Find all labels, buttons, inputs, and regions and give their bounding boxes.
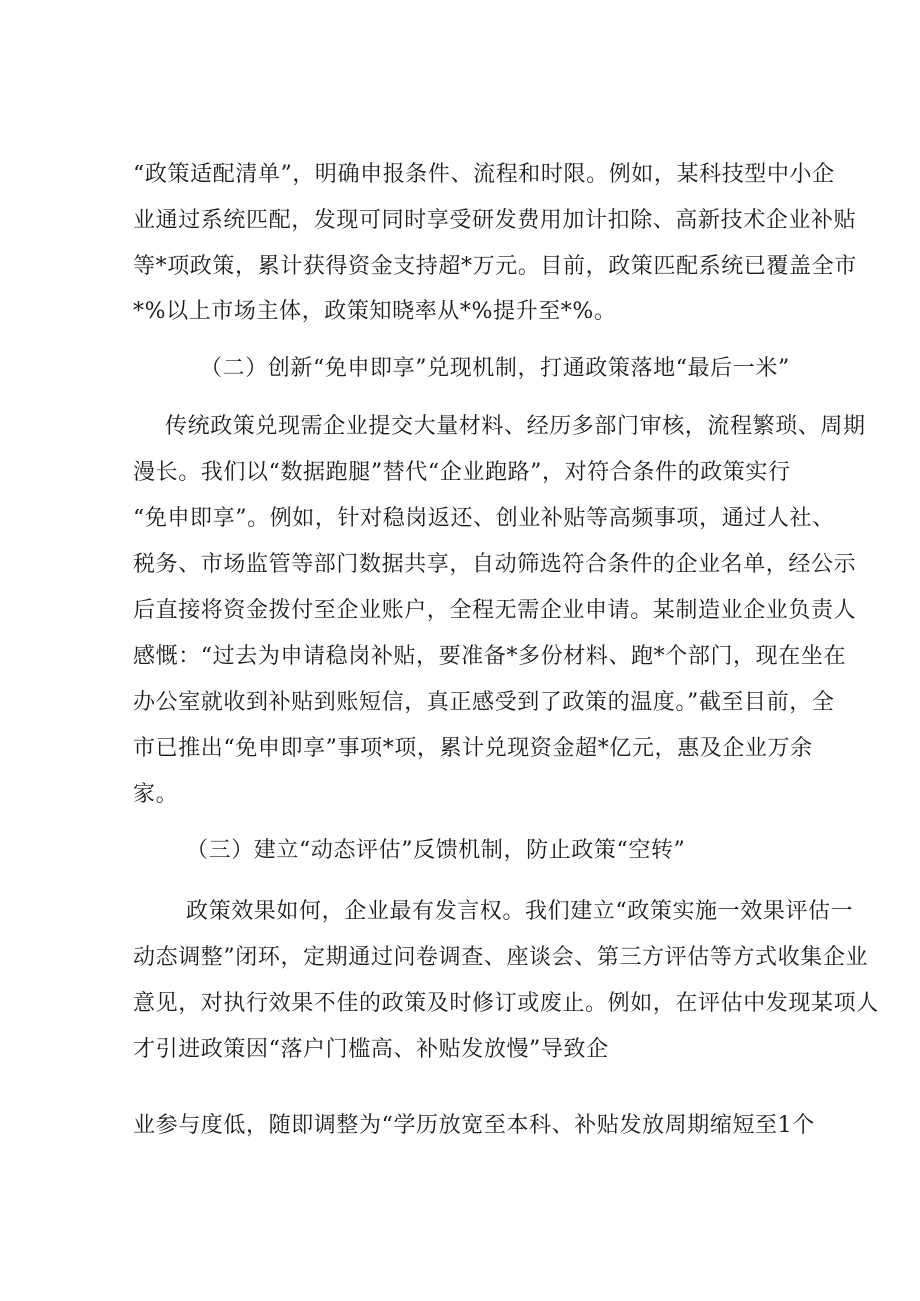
paragraph-line: 感慨：“过去为申请稳岗补贴，要准备*多份材料、跑*个部门，现在坐在 xyxy=(133,644,847,669)
paragraph-line: 意见，对执行效果不佳的政策及时修订或废止。例如，在评估中发现某项人 xyxy=(133,991,879,1016)
paragraph-line: 政策效果如何，企业最有发言权。我们建立“政策实施一效果评估一 xyxy=(186,899,854,924)
paragraph-line: 税务、市场监管等部门数据共享，自动筛选符合条件的企业名单，经公示 xyxy=(133,552,857,577)
paragraph-line: 漫长。我们以“数据跑腿”替代“企业跑路”，对符合条件的政策实行 xyxy=(133,460,791,485)
paragraph-line: “免申即享”。例如，针对稳岗返还、创业补贴等高频事项，通过人社、 xyxy=(133,506,835,531)
paragraph-line: *%以上市场主体，政策知晓率从*%提升至*%。 xyxy=(133,299,617,324)
paragraph-line: 业参与度低，随即调整为“学历放宽至本科、补贴发放周期缩短至1个 xyxy=(133,1113,815,1138)
paragraph-line: 市已推出“免申即享”事项*项，累计兑现资金超*亿元，惠及企业万余 xyxy=(133,736,813,761)
paragraph-line: 后直接将资金拨付至企业账户，全程无需企业申请。某制造业企业负责人 xyxy=(133,598,857,623)
paragraph-line: 等*项政策，累计获得资金支持超*万元。目前，政策匹配系统已覆盖全市 xyxy=(133,254,857,279)
paragraph-line: 办公室就收到补贴到账短信，真正感受到了政策的温度。”截至目前，全 xyxy=(133,690,835,715)
paragraph-line: “政策适配清单”，明确申报条件、流程和时限。例如，某科技型中小企 xyxy=(133,162,835,187)
paragraph-line: 家。 xyxy=(133,782,179,807)
paragraph-line: 才引进政策因“落户门槛高、补贴发放慢”导致企 xyxy=(133,1037,609,1062)
section-heading-2: （二）创新“免申即享”兑现机制，打通政策落地“最后一米” xyxy=(200,356,790,381)
section-heading-3: （三）建立“动态评估”反馈机制，防止政策“空转” xyxy=(186,838,686,863)
paragraph-line: 动态调整”闭环，定期通过问卷调查、座谈会、第三方评估等方式收集企业 xyxy=(133,945,869,970)
paragraph-line: 业通过系统匹配，发现可同时享受研发费用加计扣除、高新技术企业补贴 xyxy=(133,208,857,233)
paragraph-line: 传统政策兑现需企业提交大量材料、经历多部门审核，流程繁琐、周期 xyxy=(165,414,866,439)
